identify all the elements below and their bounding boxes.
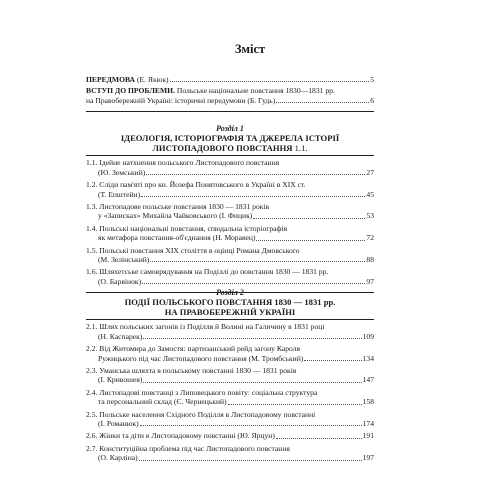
entry-number: 1.1. [86,158,98,168]
entry-text-line: Ружицького під час Листопадового повстання (М. Тромбський) [98,353,304,363]
entry-number: 1.2. [86,180,98,190]
entry-text-line: (Ю. Земський) [98,167,146,177]
section-2 [86,288,374,463]
page-number: 6 [370,95,374,105]
divider [86,111,374,112]
intro-block [86,75,374,112]
toc-entry-preface[interactable] [86,75,374,84]
entry-text: Листопадові повстанці з Липовецького повіту: соціальна структура [99,387,318,397]
entry-number: 2.5. [86,409,98,419]
toc-entry[interactable] [86,366,374,385]
entry-number: 2.2. [86,344,98,354]
entry-text-line: на Правобережній Україні: історичні передумови (Б. Гудь) [86,95,276,105]
section-heading: НА ПРАВОБЕРЕЖНІЙ УКРАЇНІ [164,307,296,318]
toc-entry[interactable] [86,444,374,463]
page-title: Зміст [234,42,266,56]
toc-entry[interactable] [86,224,374,243]
page-number: 109 [362,331,374,341]
toc-entry[interactable] [86,431,374,440]
entry-text: Польське населення Східного Поділля в Листопадовому повстанні [99,409,316,419]
entry-bold-label: ПЕРЕДМОВА [86,75,136,84]
page-number: 147 [362,375,374,385]
section-heading: ЛИСТОПАДОВОГО ПОВСТАННЯ [152,143,293,154]
entry-number: 2.3. [86,366,98,376]
entry-text: Польські національні повстання, спюдальна історіографія [99,223,288,233]
page-number: 158 [362,397,374,407]
section-heading: ІДЕОЛОГІЯ, ІСТОРІОГРАФІЯ ТА ДЖЕРЕЛА ІСТОРІЇ [120,133,340,144]
entry-bold-label: ВСТУП ДО ПРОБЛЕМИ. [86,86,175,96]
page-number: 174 [362,419,374,429]
entry-number: 2.7. [86,443,98,453]
page-number: 191 [362,431,374,441]
page-number: 134 [362,353,374,363]
divider [86,155,374,156]
toc-entry[interactable] [86,202,374,221]
entry-text-line: (О. Барвінок) [98,276,142,286]
entry-text: Жінки та діти в Листопадовому повстанні (Ю. Ярцун) [99,431,275,441]
section-label: Розділ 2 [216,288,244,297]
toc-entry[interactable] [86,246,374,265]
entry-text-line: у «Записках» Михайла Чайковського (І. Фицик) [98,211,253,221]
page-number: 27 [366,167,374,177]
entry-number: 2.6. [86,431,98,441]
entry-text: Уманська шляхта в польському повстанні 1830 — 1831 років [99,366,297,376]
toc-entry[interactable] [86,344,374,363]
entry-text-line: та персональний склад (Є. Чернецький) [98,397,227,407]
entry-number: 1.6. [86,267,98,277]
entry-text-line: як метафора повстання-об'єднання (Н. Моравец) [98,233,256,243]
entry-text-line: (І. Романюк) [98,419,139,429]
toc-entry[interactable] [86,158,374,177]
entry-number: 2.4. [86,387,98,397]
entry-text-line: (І. Кривошея) [98,375,143,385]
entry-text: Польське національне повстання 1830—1831 рр. [174,86,335,96]
section-heading: ПОДІЇ ПОЛЬСЬКОГО ПОВСТАННЯ 1830 — 1831 рр. [124,297,336,308]
toc-entry[interactable] [86,267,374,286]
entry-text: Ідейне натхнення польського Листопадового повстання [99,158,280,168]
page-number: 53 [366,211,374,221]
entry-text: Шляхетське самоврядування на Поділлі до повстання 1830 — 1831 рр. [99,267,329,277]
entry-text: Сліди пам'яті про кн. Йозефа Понятовського в Україні в ХІХ ст. [99,180,306,190]
entry-number: 1.3. [86,202,98,212]
page-number: 5 [370,75,374,84]
entry-number: 2.1. [86,322,98,332]
entry-text: Шлях польських загонів із Поділля й Волині на Галичину в 1831 році [99,322,325,332]
entry-text: Конституційна проблема під час Листопадового повстання [99,443,290,453]
entry-text: Листопадове польське повстання 1830 — 1831 років [99,202,270,212]
page-number: 97 [366,276,374,286]
toc-entry[interactable] [86,410,374,429]
toc-entry[interactable] [86,388,374,407]
entry-number: 1.5. [86,245,98,255]
entry-text-line: (Н. Каспарек) [98,331,143,341]
toc-entry[interactable] [86,180,374,199]
page-number: 45 [366,189,374,199]
entry-author: (Е. Якюк) [135,75,169,84]
toc-entry-introduction[interactable] [86,86,374,105]
entry-text-line: (Т. Епштейн) [98,189,141,199]
page-number: 88 [366,255,374,265]
page-number: 72 [366,233,374,243]
entry-text: Від Житомира до Замостя: партизанський рейд загону Кароля [99,344,300,354]
entry-text-line: (М. Зелінський) [98,255,150,265]
page-number: 197 [362,453,374,463]
entry-number: 1.4. [86,223,98,233]
section-label: Розділ 1 [216,124,244,133]
entry-text-line: (О. Карліна) [98,453,138,463]
section-heading-suffix: 1.1. [292,143,308,154]
section-1 [86,124,374,293]
divider [86,319,374,320]
toc-entry[interactable] [86,322,374,341]
entry-text: Польські повстання ХІХ століття в оцінці Романа Дмовського [99,245,300,255]
